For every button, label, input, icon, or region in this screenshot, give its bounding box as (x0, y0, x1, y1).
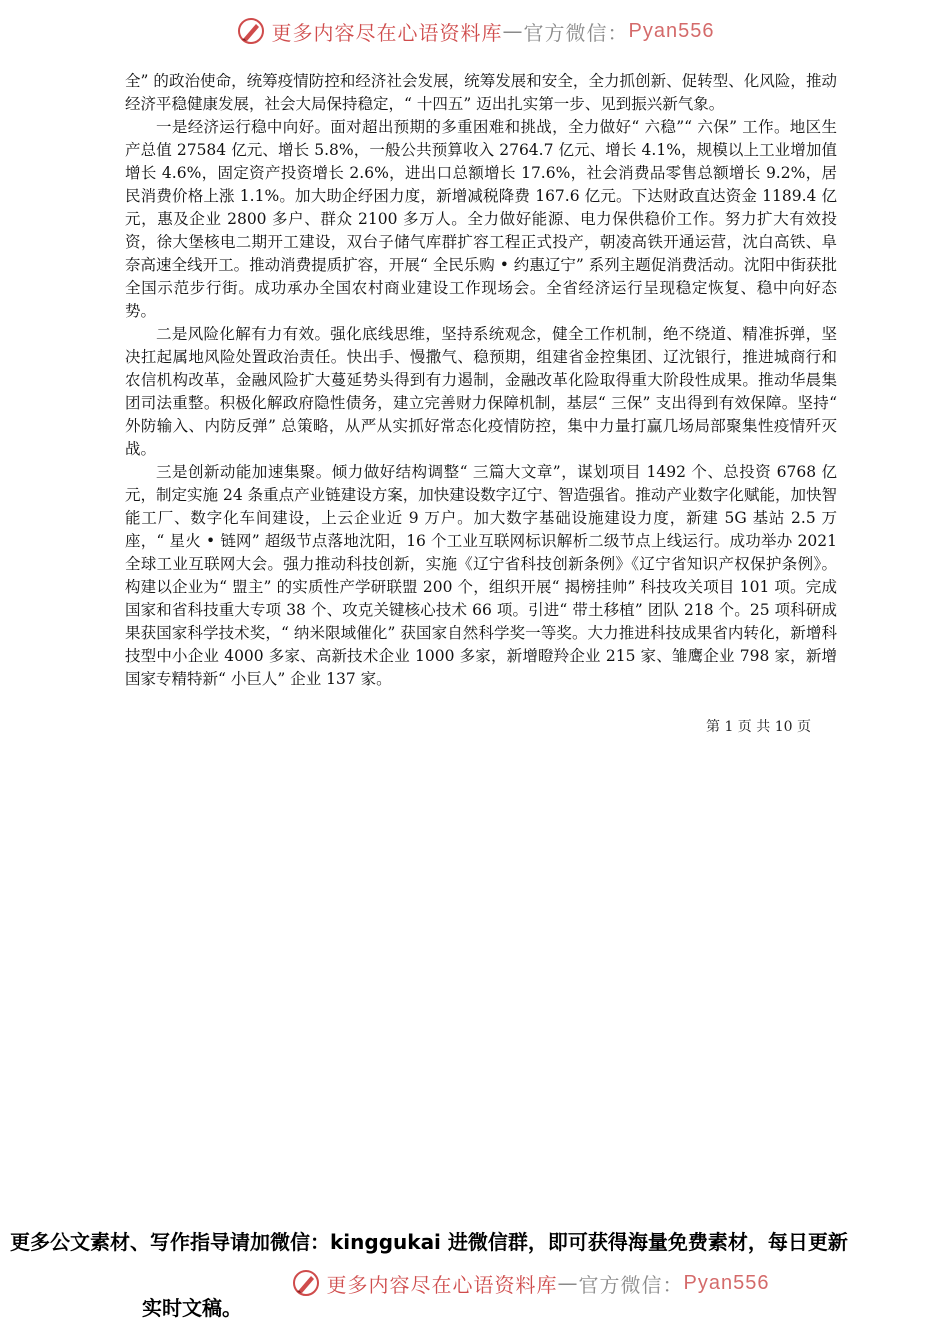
footer-note-line2: 实时文稿。 (142, 1296, 242, 1320)
paragraph-innovation: 三是创新动能加速集聚。倾力做好结构调整“ 三篇大文章”，谋划项目 1492 个、总投资 6768 亿元，制定实施 24 条重点产业链建设方案，加快建设数字辽宁、智造强省。推动产业数字化赋能，加快智能工厂、数字化车间建设，上云企业近 9 万户。加大数字基础设施建设力度，新建 5G 基站 2.5 万座，“ 星火 • 链网” 超级节点落地沈阳，16 个工业互联网标识解析二级节点上线运行。成功举办 2021 全球工业互联网大会。强力推动科技创新，实施《辽宁省科技创新条例》《辽宁省知识产权保护条例》。构建以企业为“ 盟主” 的实质性产学研联盟 200 个，组织开展“ 揭榜挂帅” 科技攻关项目 101 项。完成国家和省科技重大专项 38 个、攻克关键核心技术 66 项。引进“ 带土移植” 团队 218 个。25 项科研成果获国家科学技术奖，“ 纳米限域催化” 获国家自然科学奖一等奖。大力推进科技成果省内转化，新增科技型中小企业 4000 多家、高新技术企业 1000 多家，新增瞪羚企业 215 家、雏鹰企业 798 家，新增国家专精特新“ 小巨人” 企业 137 家。 (125, 463, 837, 688)
footer-watermark (55, 1268, 950, 1298)
watermark-separator: — (502, 19, 524, 43)
pen-logo-icon (291, 1268, 321, 1298)
watermark-wechat-id: Pyan556 (683, 1271, 770, 1294)
watermark-suffix: 官方微信： (578, 1272, 684, 1297)
watermark-main-text: 更多内容尽在心语资料库 (326, 1272, 558, 1297)
watermark-main-text: 更多内容尽在心语资料库 (271, 20, 503, 45)
watermark-wechat-id: Pyan556 (628, 19, 715, 42)
paragraph-continuation: 全” 的政治使命，统筹疫情防控和经济社会发展，统筹发展和安全，全力抓创新、促转型、化风险，推动经济平稳健康发展，社会大局保持稳定，“ 十四五” 迈出扎实第一步、见到振兴新气象。 (125, 72, 837, 113)
paragraph-risk: 二是风险化解有力有效。强化底线思维，坚持系统观念，健全工作机制，绝不绕道、精准拆弹，坚决扛起属地风险处置政治责任。快出手、慢撒气、稳预期，组建省金控集团、辽沈银行，推进城商行和农信机构改革，金融风险扩大蔓延势头得到有力遏制，金融改革化险取得重大阶段性成果。推动华晨集团司法重整。积极化解政府隐性债务，建立完善财力保障机制，基层“ 三保” 支出得到有效保障。坚持“ 外防输入、内防反弹” 总策略，从严从实抓好常态化疫情防控，集中力量打赢几场局部聚集性疫情歼灭战。 (125, 325, 837, 458)
document-body (125, 70, 837, 691)
page-number: 第 1 页 共 10 页 (706, 719, 811, 735)
header-watermark (0, 16, 950, 46)
paragraph-economy: 一是经济运行稳中向好。面对超出预期的多重困难和挑战，全力做好“ 六稳”“ 六保” 工作。地区生产总值 27584 亿元、增长 5.8%，一般公共预算收入 2764.7 亿元、增长 4.1%，规模以上工业增加值增长 4.6%，固定资产投资增长 2.6%，进出口总额增长 17.6%，社会消费品零售总额增长 9.2%，居民消费价格上涨 1.1%。加大助企纾困力度，新增减税降费 167.6 亿元。下达财政直达资金 1189.4 亿元，惠及企业 2800 多户、群众 2100 多万人。全力做好能源、电力保供稳价工作。努力扩大有效投资，徐大堡核电二期开工建设，双台子储气库群扩容工程正式投产，朝凌高铁开通运营，沈白高铁、阜奈高速全线开工。推动消费提质扩容，开展“ 全民乐购 • 约惠辽宁” 系列主题促消费活动。沈阳中街获批全国示范步行街。成功承办全国农村商业建设工作现场会。全省经济运行呈现稳定恢复、稳中向好态势。 (125, 118, 837, 320)
pen-logo-icon (236, 16, 266, 46)
watermark-suffix: 官方微信： (523, 20, 629, 45)
watermark-separator: — (557, 1271, 579, 1295)
footer-note-line1: 更多公文素材、写作指导请加微信：kinggukai 进微信群，即可获得海量免费素材，每日更新 (10, 1230, 848, 1254)
